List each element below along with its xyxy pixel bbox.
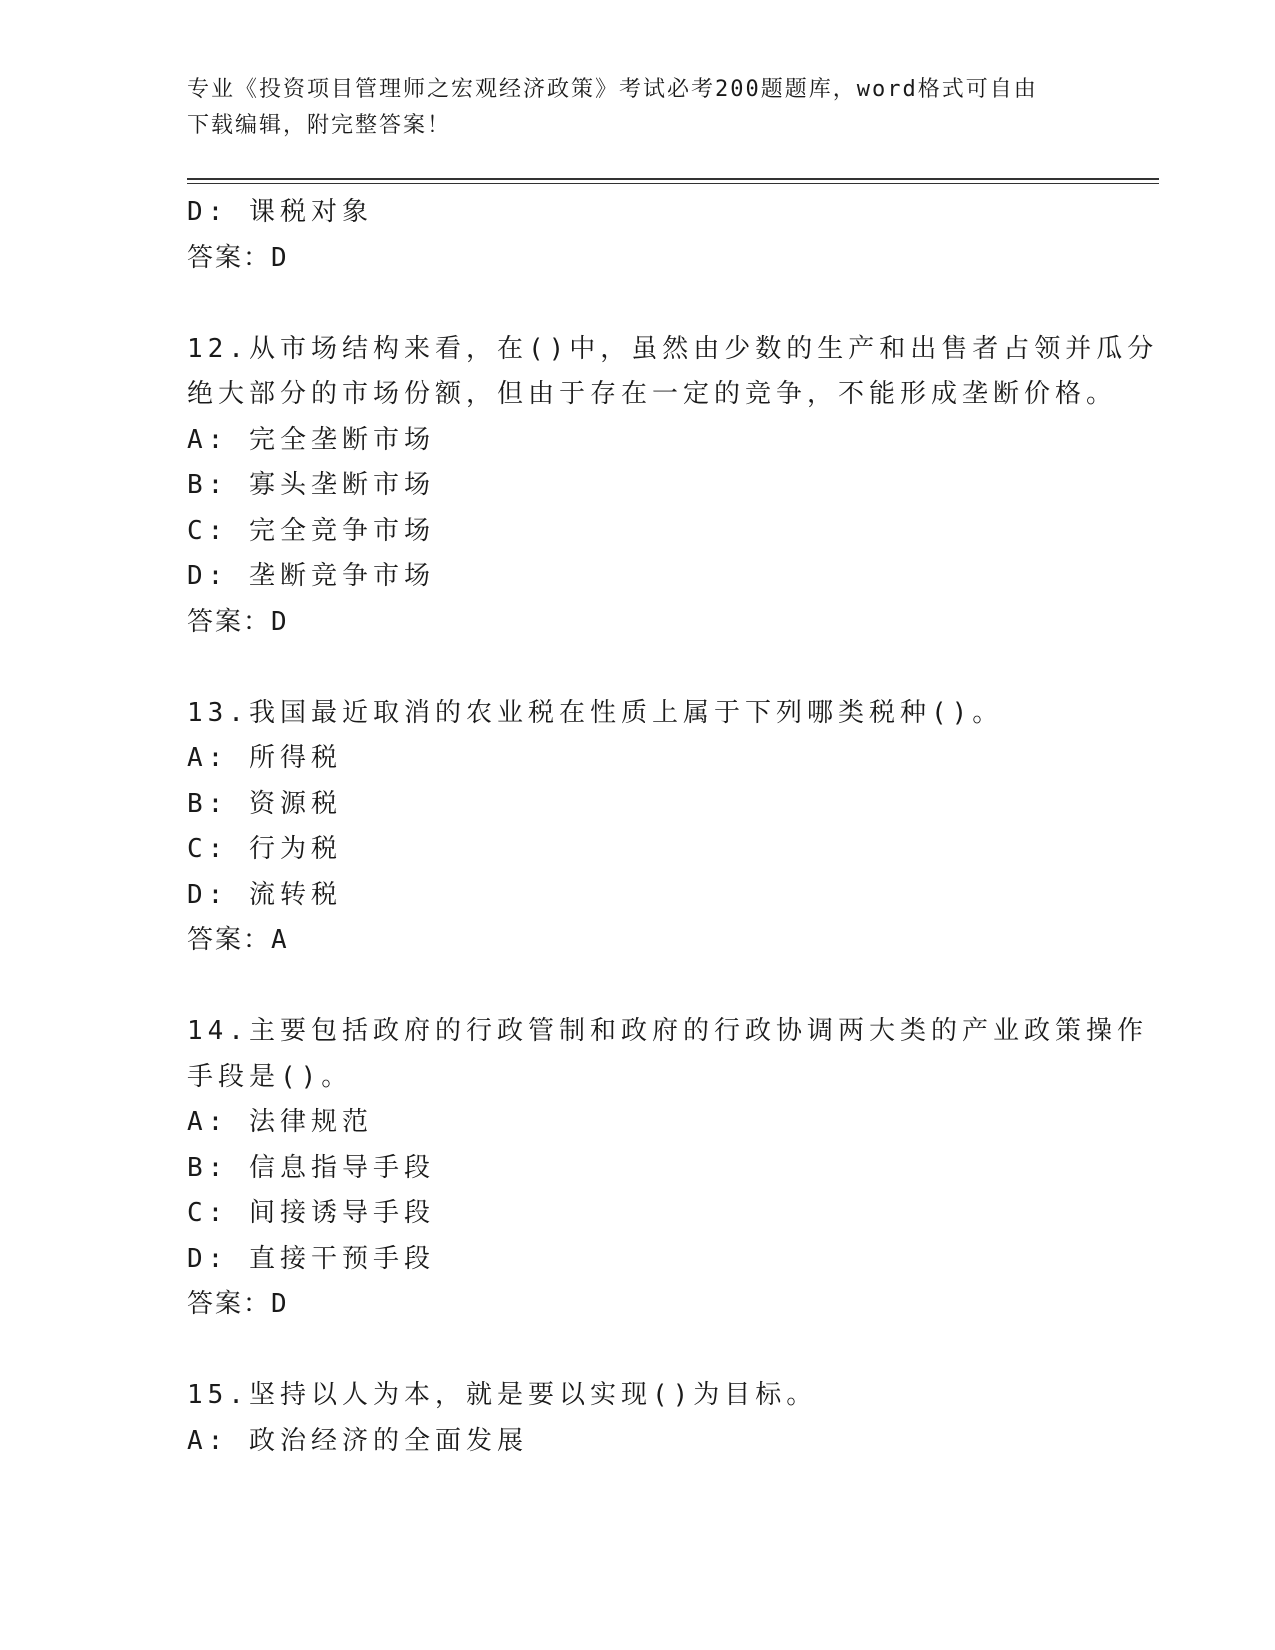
option-d: D: 直接干预手段 — [187, 1243, 435, 1274]
option-a: A: 法律规范 — [187, 1107, 373, 1137]
answer-value: D — [271, 606, 289, 637]
question-text-cont: 手段是()。 — [187, 1061, 353, 1092]
option-d: D: 课税对象 — [187, 197, 373, 227]
question-text: 14.主要包括政府的行政管制和政府的行政协调两大类的产业政策操作 — [187, 1016, 1148, 1046]
answer-value: D — [271, 1289, 289, 1319]
question-12 — [187, 327, 1159, 646]
question-15 — [187, 1373, 1087, 1464]
option-b: B: 信息指导手段 — [187, 1152, 435, 1183]
question-14 — [187, 1009, 1148, 1328]
answer-line — [187, 918, 1087, 964]
option-c: C: 完全竞争市场 — [187, 515, 435, 546]
question-text: 12.从市场结构来看，在()中，虽然由少数的生产和出售者占领并瓜分 — [187, 333, 1159, 364]
header-divider-thick — [187, 178, 1159, 180]
option-c: C: 间接诱导手段 — [187, 1198, 435, 1228]
question-text: 15.坚持以人为本，就是要以实现()为目标。 — [187, 1380, 818, 1410]
answer-line — [187, 236, 1087, 282]
answer-label: 答案： — [187, 606, 272, 637]
answer-value: A — [271, 925, 289, 955]
question-13 — [187, 691, 1087, 964]
header-divider-thin — [187, 183, 1159, 184]
option-a: A: 完全垄断市场 — [187, 424, 435, 455]
header-line-1: 专业《投资项目管理师之宏观经济政策》考试必考200题题库，word格式可自由 — [187, 77, 1038, 102]
header-line-2: 下载编辑，附完整答案！ — [187, 113, 452, 138]
option-a: A: 所得税 — [187, 743, 342, 773]
document-header — [187, 72, 1087, 144]
option-c: C: 行为税 — [187, 834, 342, 864]
answer-value: D — [271, 242, 289, 273]
answer-line — [187, 600, 1087, 646]
answer-line — [187, 1282, 1087, 1328]
question-text: 13.我国最近取消的农业税在性质上属于下列哪类税种()。 — [187, 697, 1004, 728]
option-d: D: 垄断竞争市场 — [187, 561, 435, 591]
option-b: B: 资源税 — [187, 788, 342, 819]
option-a: A: 政治经济的全面发展 — [187, 1425, 528, 1456]
question-list — [187, 190, 1159, 1464]
option-b: B: 寡头垄断市场 — [187, 470, 435, 500]
answer-label: 答案： — [187, 1289, 272, 1319]
answer-label: 答案： — [187, 925, 272, 955]
answer-label: 答案： — [187, 242, 272, 273]
question-text-cont: 绝大部分的市场份额，但由于存在一定的竞争，不能形成垄断价格。 — [187, 379, 1118, 409]
option-d: D: 流转税 — [187, 879, 342, 910]
